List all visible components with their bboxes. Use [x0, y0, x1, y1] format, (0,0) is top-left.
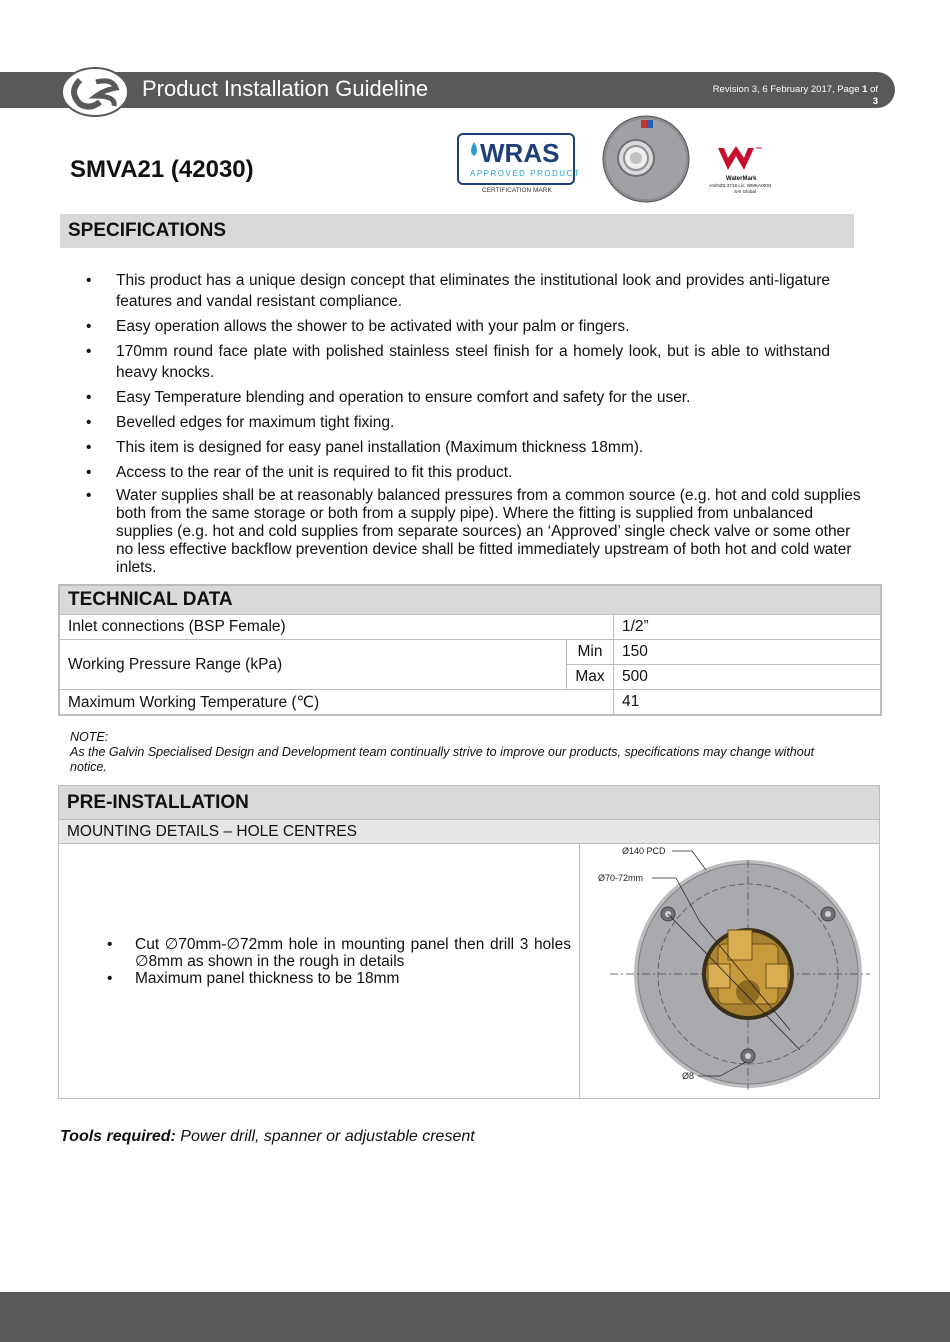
pre-installation-heading: PRE-INSTALLATION	[59, 786, 879, 820]
list-item: • Access to the rear of the unit is required to fit this product.	[86, 462, 830, 483]
technical-data-heading: TECHNICAL DATA	[60, 586, 881, 615]
min-value: 150	[614, 640, 881, 665]
wras-approved-text: APPROVED PRODUCT	[470, 169, 581, 178]
max-label: Max	[567, 665, 614, 690]
revision-info: Revision 3, 6 February 2017, Page 1 of 3	[712, 84, 878, 107]
technical-data-table	[58, 584, 882, 716]
watermark-sai: SAI Global	[734, 189, 756, 194]
list-item: • Cut ∅70mm-∅72mm hole in mounting panel then drill 3 holes ∅8mm as shown in the rough in details	[103, 936, 571, 970]
mounting-details-subheading: MOUNTING DETAILS – HOLE CENTRES	[59, 820, 879, 844]
hole-diameter-label: Ø70-72mm	[598, 873, 644, 883]
pcd-label: Ø140 PCD	[622, 846, 666, 856]
galvin-logo-icon	[60, 66, 130, 118]
list-item: • Easy Temperature blending and operation to ensure comfort and safety for the user.	[86, 387, 830, 408]
list-item: • This product has a unique design concept that eliminates the institutional look and provides anti-ligature features and vandal resistant compliance.	[86, 270, 830, 312]
watermark-licence: AS/NZS 3718 Lic. WMKA0034	[709, 183, 772, 188]
page-title: Product Installation Guideline	[142, 76, 429, 101]
temperature-label: Maximum Working Temperature (℃)	[60, 690, 614, 715]
tools-required	[60, 1128, 475, 1146]
note-label: NOTE:	[70, 730, 109, 744]
tools-text: Power drill, spanner or adjustable cresent	[175, 1128, 475, 1145]
temperature-value: 41	[614, 690, 881, 715]
wras-wordmark: WRAS	[480, 138, 560, 168]
wras-caption: CERTIFICATION MARK	[482, 187, 552, 194]
hole-centres-diagram	[580, 840, 878, 1096]
max-value: 500	[614, 665, 881, 690]
note	[70, 730, 850, 775]
list-item: • Easy operation allows the shower to be activated with your palm or fingers.	[86, 316, 830, 337]
note-text: As the Galvin Specialised Design and Development team continually strive to improve our products, specifications may change without notice.	[70, 745, 815, 774]
list-item: • This item is designed for easy panel installation (Maximum thickness 18mm).	[86, 437, 830, 458]
product-code: SMVA21 (42030)	[70, 156, 254, 183]
specifications-heading: SPECIFICATIONS	[60, 214, 854, 248]
footer-bar	[0, 1292, 950, 1342]
list-item: • Bevelled edges for maximum tight fixing.	[86, 412, 830, 433]
inlet-label: Inlet connections (BSP Female)	[60, 615, 614, 640]
product-photo	[596, 108, 702, 210]
inlet-value: 1/2”	[614, 615, 881, 640]
pre-installation-list	[103, 936, 571, 987]
watermark-logo	[700, 140, 790, 200]
list-item: • Maximum panel thickness to be 18mm	[103, 970, 571, 987]
min-label: Min	[567, 640, 614, 665]
specifications-list	[86, 270, 861, 581]
list-item: • 170mm round face plate with polished stainless steel finish for a homely look, but is able to withstand heavy knocks.	[86, 341, 830, 383]
watermark-name: WaterMark	[726, 176, 757, 182]
pressure-label: Working Pressure Range (kPa)	[60, 640, 567, 690]
list-item: • Water supplies shall be at reasonably balanced pressures from a common source (e.g. hot and cold supplies both from the same storage or both from a supply pipe). Where the fitting is supplied from unbalanced supplies (e.g. hot and cold supplies from separate sources) an ‘Approved’ single check valve or some other no less effective backflow prevention device shall be fitted immediately upstream of both hot and cold water inlets.	[86, 487, 868, 577]
wras-logo	[438, 126, 593, 198]
tools-label: Tools required:	[60, 1128, 176, 1145]
small-hole-label: Ø8	[682, 1071, 695, 1081]
